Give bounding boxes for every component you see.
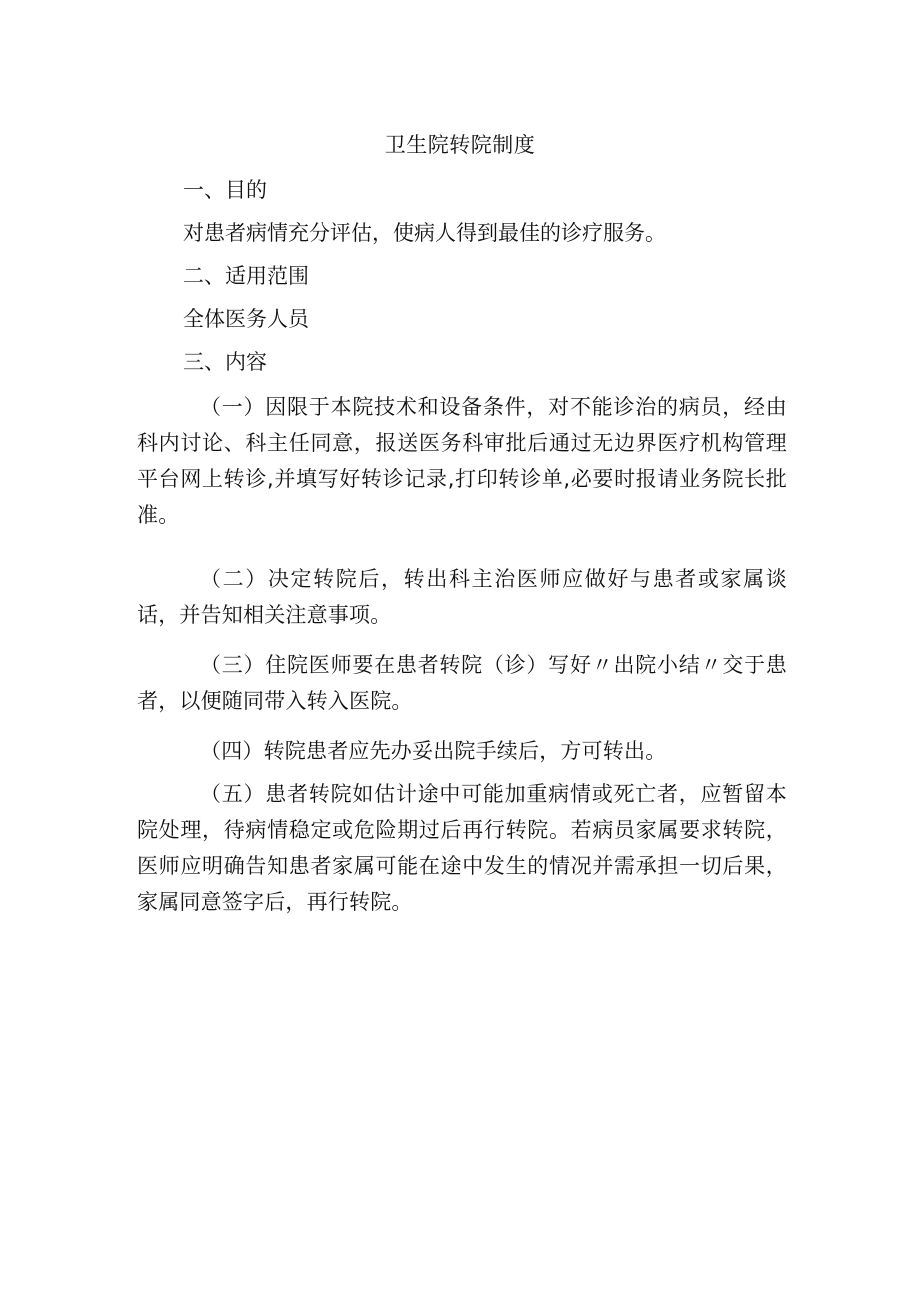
section-heading-scope: 二、适用范围 [183, 264, 309, 288]
content-item-4: （四）转院患者应先办妥出院手续后，方可转出。 [200, 739, 667, 763]
content-item-2: （二）决定转院后，转出科主治医师应做好与患者或家属谈话，并告知相关注意事项。 [137, 567, 787, 627]
document-title: 卫生院转院制度 [384, 133, 536, 157]
section-heading-content: 三、内容 [183, 350, 267, 374]
content-item-3: （三）住院医师要在患者转院（诊）写好〃出院小结〃交于患者，以便随同带入转入医院。 [137, 653, 787, 713]
content-item-1: （一）因限于本院技术和设备条件，对不能诊治的病员，经由科内讨论、科主任同意，报送医务科审批后通过无边界医疗机构管理平台网上转诊,并填写好转诊记录,打印转诊单,必要时报请业务院长批准。 [137, 395, 787, 527]
section-body-purpose: 对患者病情充分评估，使病人得到最佳的诊疗服务。 [183, 221, 666, 245]
section-heading-purpose: 一、目的 [183, 178, 267, 202]
section-body-scope: 全体医务人员 [183, 307, 309, 331]
content-item-5: （五）患者转院如估计途中可能加重病情或死亡者，应暂留本院处理，待病情稳定或危险期过后再行转院。若病员家属要求转院，医师应明确告知患者家属可能在途中发生的情况并需承担一切后果，家属同意签字后，再行转院。 [137, 782, 787, 914]
